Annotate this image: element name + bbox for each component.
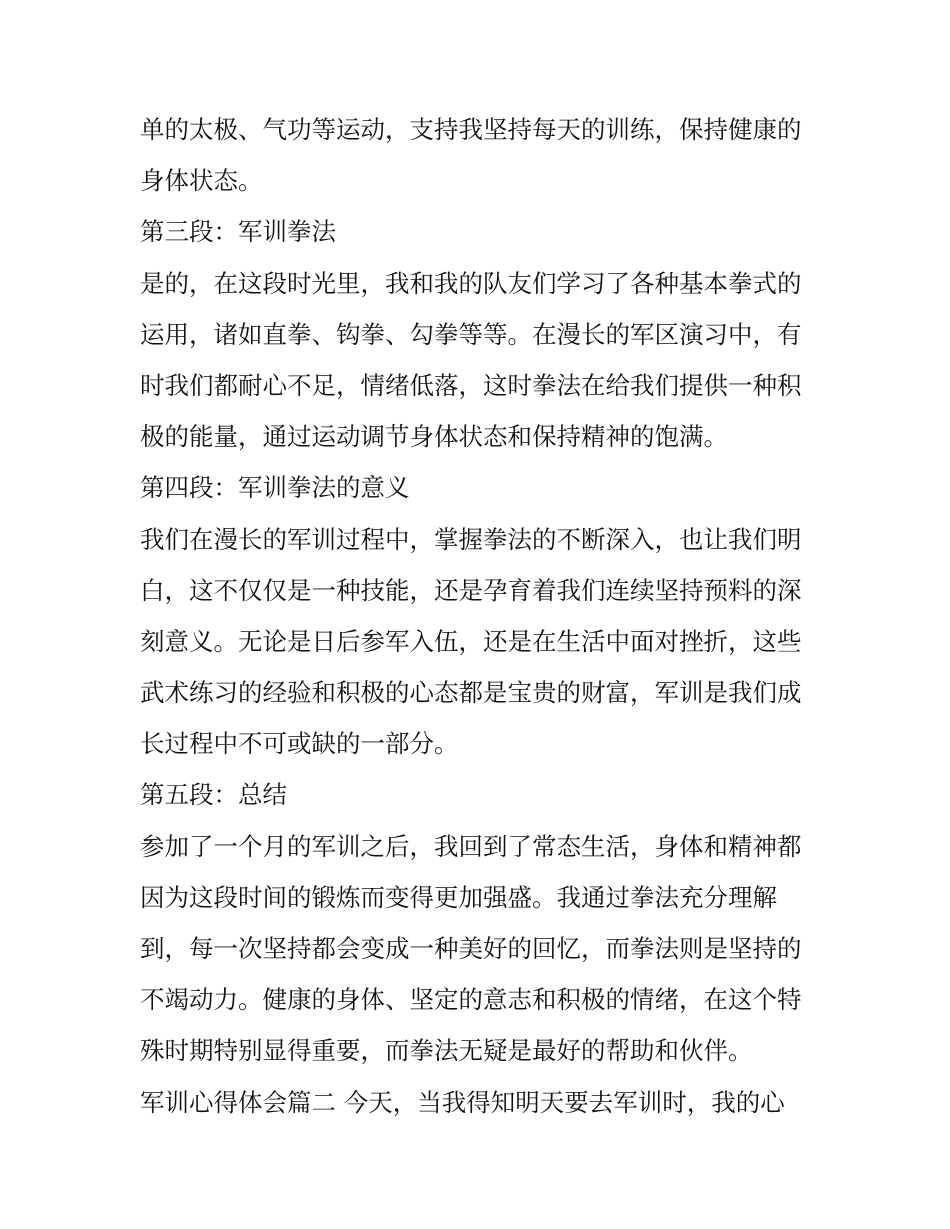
section-heading: 第五段：总结 — [140, 780, 287, 810]
text-line: 因为这段时间的锻炼而变得更加强盛。我通过拳法充分理解 — [140, 882, 777, 912]
text-line: 军训心得体会篇二 今天，当我得知明天要去军训时，我的心 — [140, 1087, 785, 1117]
section-heading: 第三段：军训拳法 — [140, 217, 336, 247]
document-body — [140, 104, 820, 1128]
text-line: 是的，在这段时光里，我和我的队友们学习了各种基本拳式的 — [140, 268, 802, 298]
text-line: 白，这不仅仅是一种技能，还是孕育着我们连续坚持预料的深 — [140, 575, 802, 605]
text-line: 刻意义。无论是日后参军入伍，还是在生活中面对挫折，这些 — [140, 626, 802, 656]
text-line: 不竭动力。健康的身体、坚定的意志和积极的情绪，在这个特 — [140, 985, 802, 1015]
text-line: 运用，诸如直拳、钩拳、勾拳等等。在漫长的军区演习中，有 — [140, 319, 802, 349]
text-line: 极的能量，通过运动调节身体状态和保持精神的饱满。 — [140, 422, 728, 452]
text-line: 时我们都耐心不足，情绪低落，这时拳法在给我们提供一种积 — [140, 370, 802, 400]
section-heading: 第四段：军训拳法的意义 — [140, 473, 410, 503]
text-line: 武术练习的经验和积极的心态都是宝贵的财富，军训是我们成 — [140, 678, 802, 708]
text-line: 单的太极、气功等运动，支持我坚持每天的训练，保持健康的 — [140, 115, 802, 144]
text-line: 参加了一个月的军训之后，我回到了常态生活，身体和精神都 — [140, 831, 802, 861]
text-line: 长过程中不可或缺的一部分。 — [140, 729, 459, 759]
text-line: 到，每一次坚持都会变成一种美好的回忆，而拳法则是坚持的 — [140, 934, 802, 963]
text-line: 我们在漫长的军训过程中，掌握拳法的不断深入，也让我们明 — [140, 524, 802, 554]
text-line: 身体状态。 — [140, 166, 263, 196]
text-line: 殊时期特别显得重要，而拳法无疑是最好的帮助和伙伴。 — [140, 1036, 753, 1066]
